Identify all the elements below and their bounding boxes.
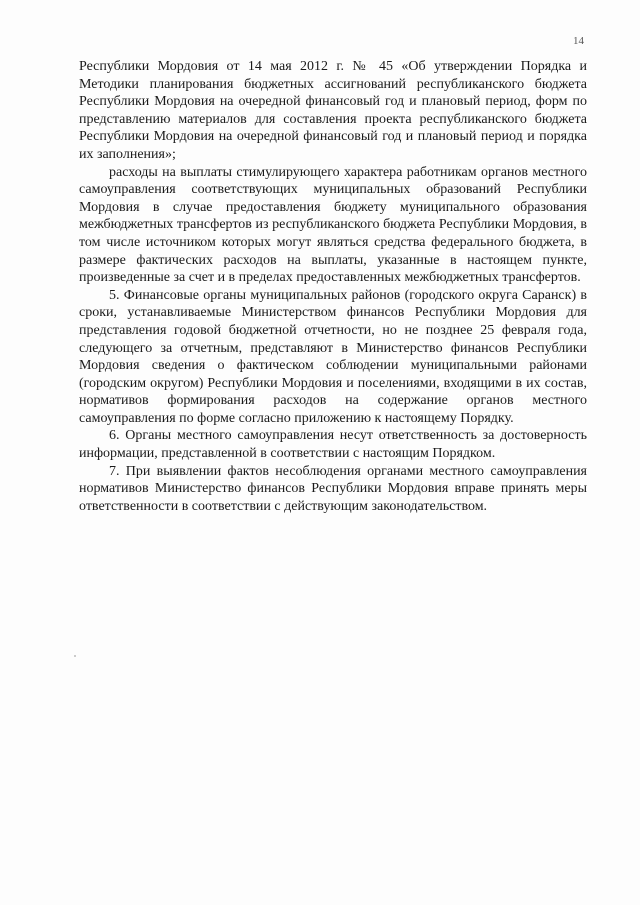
paragraph-item-5: 5. Финансовые органы муниципальных районов (городского округа Саранск) в сроки, устанавливаемые Министерством финансов Республики Мордовия для представления годовой бюджетной отчетности, но не позднее 25 февраля года, следующего за отчетным, представляют в Министерство финансов Республики Мордовия сведения о фактическом соблюдении муниципальными районами (городским округом) Республики Мордовия и поселениями, входящими в их состав, нормативов формирования расходов на содержание органов местного самоуправления по форме согласно приложению к настоящему Порядку.: [79, 287, 587, 426]
scan-speck: [74, 655, 76, 657]
page-number: 14: [573, 35, 584, 47]
document-body: [79, 58, 587, 515]
paragraph-stimulating-payments: расходы на выплаты стимулирующего характера работникам органов местного самоуправления соответствующих муниципальных образований Республики Мордовия в случае предоставления бюджету муниципального образования межбюджетных трансфертов из республиканского бюджета Республики Мордовия, в том числе источником которых могут являться средства федерального бюджета, в размере фактических расходов на выплаты, указанные в настоящем пункте, произведенные за счет и в пределах предоставленных межбюджетных трансфертов.: [79, 164, 587, 286]
paragraph-continuation: Республики Мордовия от 14 мая 2012 г. № 45 «Об утверждении Порядка и Методики планирования бюджетных ассигнований республиканского бюджета Республики Мордовия на очередной финансовый год и плановый период, форм по представлению материалов для составления проекта республиканского бюджета Республики Мордовия на очередной финансовый год и плановый период и порядка их заполнения»;: [79, 59, 587, 162]
paragraph-item-6: 6. Органы местного самоуправления несут ответственность за достоверность информации, представленной в соответствии с настоящим Порядком.: [79, 428, 587, 462]
paragraph-item-7: 7. При выявлении фактов несоблюдения органами местного самоуправления нормативов Министерство финансов Республики Мордовия вправе принять меры ответственности в соответствии с действующим законодательством.: [79, 463, 587, 514]
